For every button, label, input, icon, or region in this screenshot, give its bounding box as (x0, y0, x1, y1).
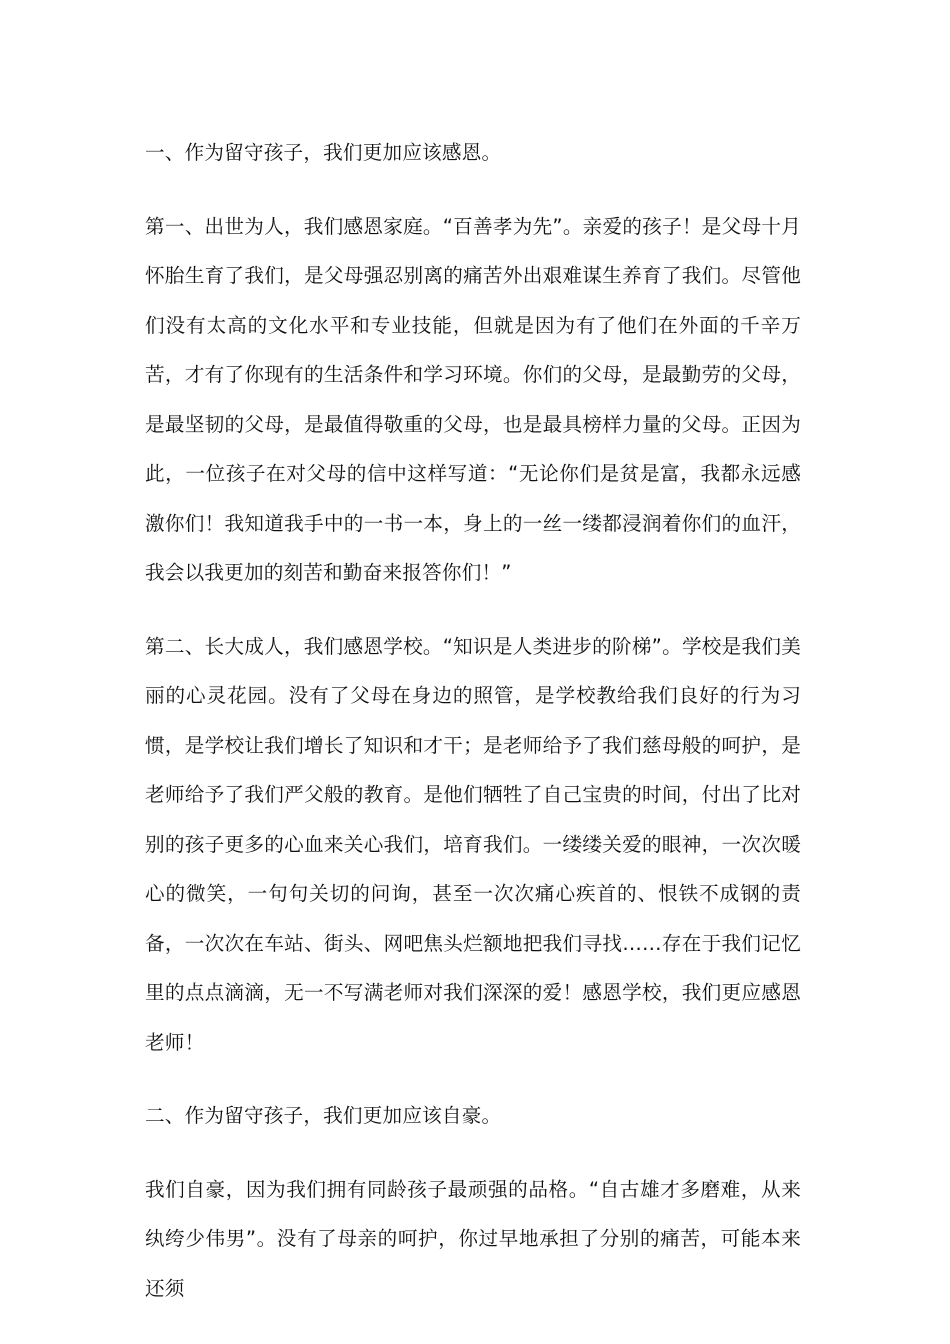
section-heading-gratitude: 一、作为留守孩子，我们更加应该感恩。 (145, 141, 502, 164)
paragraph-family-gratitude: 第一、出世为人，我们感恩家庭。“百善孝为先”。亲爱的孩子！是父母十月怀胎生育了我们，是父母强忍别离的痛苦外出艰难谋生养育了我们。尽管他们没有太高的文化水平和专业技能，但就是因为有了他们在外面的千辛万苦，才有了你现有的生活条件和学习环境。你们的父母，是最勤劳的父母，是最坚韧的父母，是最值得敬重的父母，也是最具榜样力量的父母。正因为此，一位孩子在对父母的信中这样写道：“无论你们是贫是富，我都永远感激你们！我知道我手中的一书一本，身上的一丝一缕都浸润着你们的血汗，我会以我更加的刻苦和勤奋来报答你们！” (145, 214, 801, 584)
paragraph-spacer (145, 1141, 801, 1165)
paragraph-spacer (145, 1067, 801, 1091)
paragraph-school-gratitude: 第二、长大成人，我们感恩学校。“知识是人类进步的阶梯”。学校是我们美丽的心灵花园。没有了父母在身边的照管，是学校教给我们良好的行为习惯，是学校让我们增长了知识和才干；是老师给予了我们慈母般的呵护，是老师给予了我们严父般的教育。是他们牺牲了自己宝贵的时间，付出了比对别的孩子更多的心血来关心我们，培育我们。一缕缕关爱的眼神，一次次暖心的微笑，一句句关切的问询，甚至一次次痛心疾首的、恨铁不成钢的责备，一次次在车站、街头、网吧焦头烂额地把我们寻找……存在于我们记忆里的点点滴滴，无一不写满老师对我们深深的爱！感恩学校，我们更应感恩老师！ (145, 634, 801, 1054)
section-heading-pride: 二、作为留守孩子，我们更加应该自豪。 (145, 1104, 502, 1127)
document-body (145, 128, 801, 1313)
paragraph-spacer (145, 598, 801, 622)
paragraph-spacer (145, 178, 801, 202)
paragraph-pride: 我们自豪，因为我们拥有同龄孩子最顽强的品格。“自古雄才多磨难，从来纨绔少伟男”。没有了母亲的呵护，你过早地承担了分别的痛苦，可能本来还须 (145, 1177, 801, 1300)
